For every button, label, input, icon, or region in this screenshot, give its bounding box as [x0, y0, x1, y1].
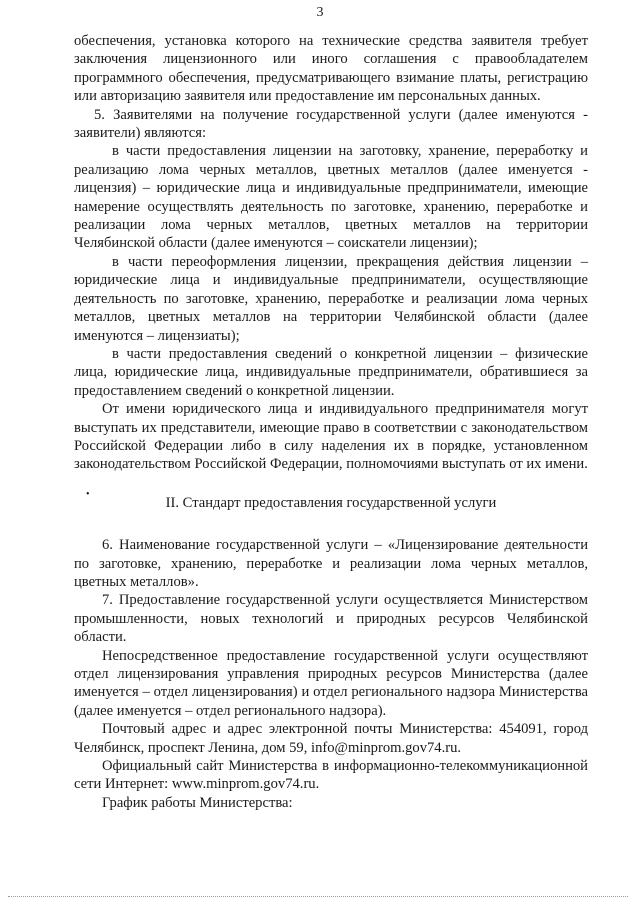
- paragraph: Непосредственное предоставление государственной услуги осуществляют отдел лицензирования управления природных ресурсов Министерства (далее именуется – отдел лицензирования) и отдел регионального надзора Министерства (далее именуется – отдел регионального надзора).: [74, 647, 588, 719]
- document-body: [74, 32, 588, 812]
- paragraph: Официальный сайт Министерства в информационно-телекоммуникационной сети Интернет: www.minprom.gov74.ru.: [74, 758, 588, 793]
- paragraph: в части предоставления лицензии на заготовку, хранение, переработку и реализацию лома черных металлов, цветных металлов (далее именуется - лицензия) – юридические лица и индивидуальные предприниматели, имеющие намерение осуществлять деятельность по заготовке, хранению, переработке и реализации лома черных металлов, цветных металлов на территории Челябинской области (далее именуются – соискатели лицензии);: [74, 143, 588, 252]
- paragraph: в части переоформления лицензии, прекращения действия лицензии – юридические лица и индивидуальные предприниматели, осуществляющие деятельность по заготовке, хранению, переработке и реализации лома черных металлов, цветных металлов на территории Челябинской области (далее именуются – лицензиаты);: [74, 253, 588, 344]
- section-heading-text: II. Стандарт предоставления государственной услуги: [165, 494, 497, 511]
- paragraph: обеспечения, установка которого на технические средства заявителя требует заключения лицензионного или иного соглашения с правообладателем программного обеспечения, предусматривающего взимание платы, регистрацию или авторизацию заявителя или предоставление им персональных данных.: [74, 33, 588, 105]
- paragraph: Почтовый адрес и адрес электронной почты Министерства: 454091, город Челябинск, проспект Ленина, дом 59, info@minprom.gov74.ru.: [74, 721, 588, 756]
- paragraph: 6. Наименование государственной услуги – «Лицензирование деятельности по заготовке, хранению, переработке и реализации лома черных металлов, цветных металлов».: [74, 537, 588, 590]
- paragraph: 5. Заявителями на получение государственной услуги (далее именуются - заявители) являются:: [74, 106, 588, 142]
- section-heading: [74, 488, 588, 512]
- scan-edge-rule: [8, 896, 628, 897]
- paragraph: 7. Предоставление государственной услуги осуществляется Министерством промышленности, новых технологий и природных ресурсов Челябинской области.: [74, 592, 588, 646]
- paragraph: в части предоставления сведений о конкретной лицензии – физические лица, юридические лица, индивидуальные предприниматели, обратившиеся за предоставлением сведений о конкретной лицензии.: [74, 345, 588, 399]
- paragraph: График работы Министерства:: [102, 794, 293, 811]
- paragraph: От имени юридического лица и индивидуального предпринимателя могут выступать их представители, имеющие право в соответствии с законодательством Российской Федерации либо в силу наделения их в порядке, установленном законодательством Российской Федерации, полномочиями выступать от их имени.: [74, 401, 588, 473]
- stray-mark: •: [86, 488, 90, 500]
- page-number: 3: [316, 5, 324, 20]
